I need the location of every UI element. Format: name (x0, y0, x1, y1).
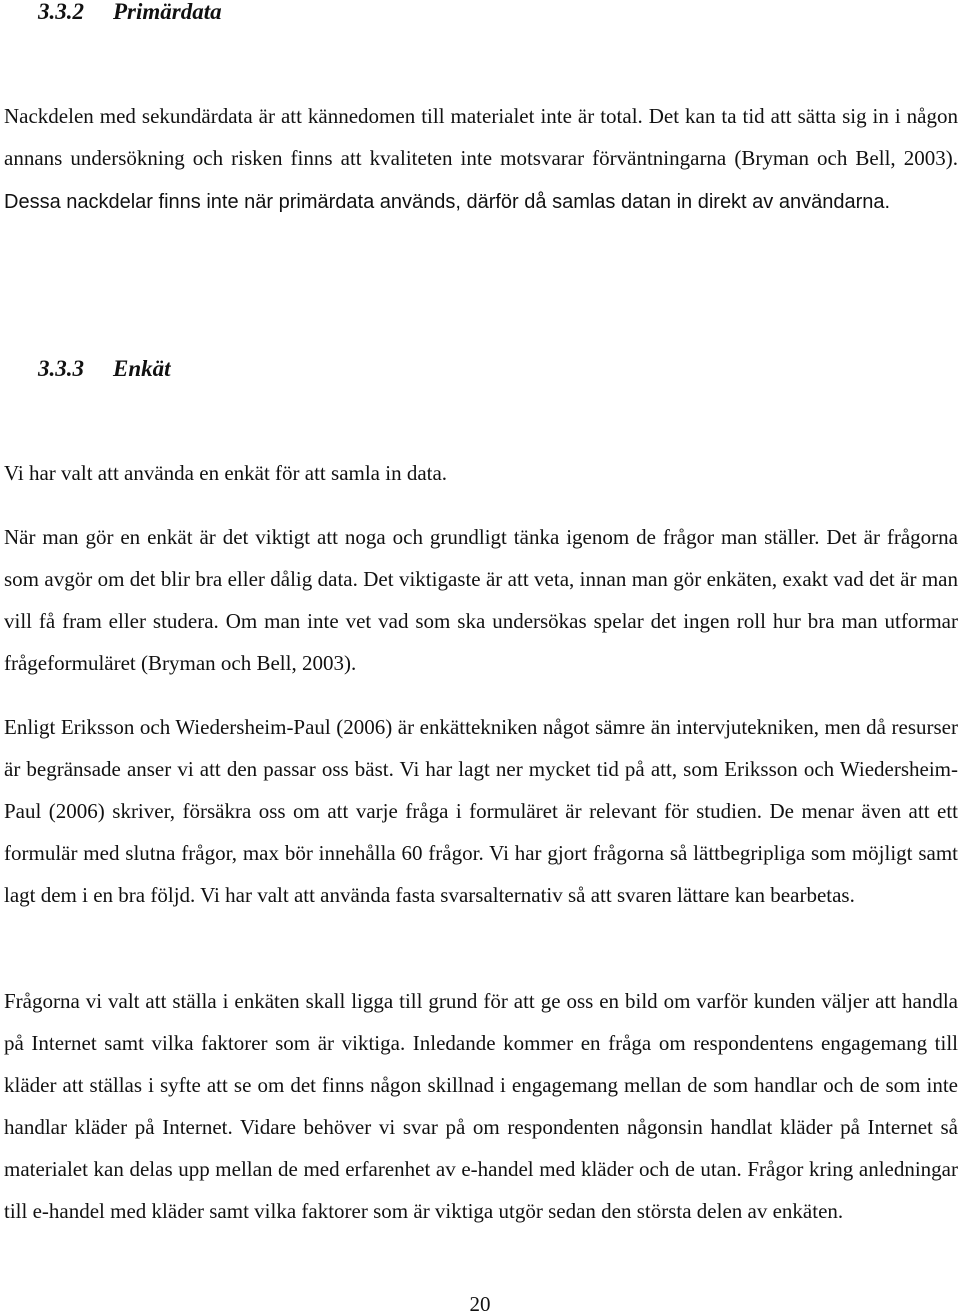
section-heading-enkat (38, 355, 171, 383)
section-title: Primärdata (113, 0, 222, 24)
paragraph-enkat-2: När man gör en enkät är det viktigt att noga och grundligt tänka igenom de frågor man ställer. Det är frågorna som avgör om det blir bra eller dålig data. Det viktigaste är att veta, innan man gör enkäten, exakt vad det är man vill få fram eller studera. Om man inte vet vad som ska undersökas spelar det ingen roll hur bra man utformar frågeformuläret (Bryman och Bell, 2003). (4, 525, 958, 675)
paragraph-text: Nackdelen med sekundärdata är att kännedomen till materialet inte är total. Det kan ta tid att sätta sig in i någon annans undersökning och risken finns att kvaliteten inte motsvarar förväntningarna (Bryman och Bell, 2003). (4, 104, 958, 170)
paragraph-enkat-3: Enligt Eriksson och Wiedersheim-Paul (2006) är enkättekniken något sämre än intervjutekniken, men då resurser är begränsade anser vi att den passar oss bäst. Vi har lagt ner mycket tid på att, som Eriksson och Wiedersheim-Paul (2006) skriver, försäkra oss om att varje fråga i formuläret är relevant för studien. De menar även att ett formulär med slutna frågor, max bör innehålla 60 frågor. Vi har gjort frågorna så lättbegripliga som möjligt samt lagt dem i en bra följd. Vi har valt att använda fasta svarsalternativ så att svaren lättare kan bearbetas. (4, 715, 958, 907)
page-number: 20 (469, 1292, 491, 1316)
paragraph-enkat-4: Frågorna vi valt att ställa i enkäten skall ligga till grund för att ge oss en bild om varför kunden väljer att handla på Internet samt vilka faktorer som är viktiga. Inledande kommer en fråga om respondentens engagemang till kläder att ställas i syfte att se om det finns någon skillnad i engagemang mellan de som handlar och de som inte handlar kläder på Internet. Vidare behöver vi svar på om respondenten någonsin handlat kläder på Internet så materialet kan delas upp mellan de med erfarenhet av e-handel med kläder och de utan. Frågor kring anledningar till e-handel med kläder samt vilka faktorer som är viktiga utgör sedan den största delen av enkäten. (4, 989, 958, 1223)
section-title: Enkät (113, 356, 171, 381)
section-number: 3.3.2 (38, 0, 84, 24)
paragraph-text-sans: Dessa nackdelar finns inte när primärdata används, därför då samlas datan in direkt av användarna. (4, 191, 891, 213)
paragraph-primardata (4, 95, 958, 223)
paragraph-enkat-1: Vi har valt att använda en enkät för att samla in data. (4, 461, 448, 485)
section-number: 3.3.3 (38, 356, 84, 381)
section-heading-primardata (38, 0, 222, 26)
